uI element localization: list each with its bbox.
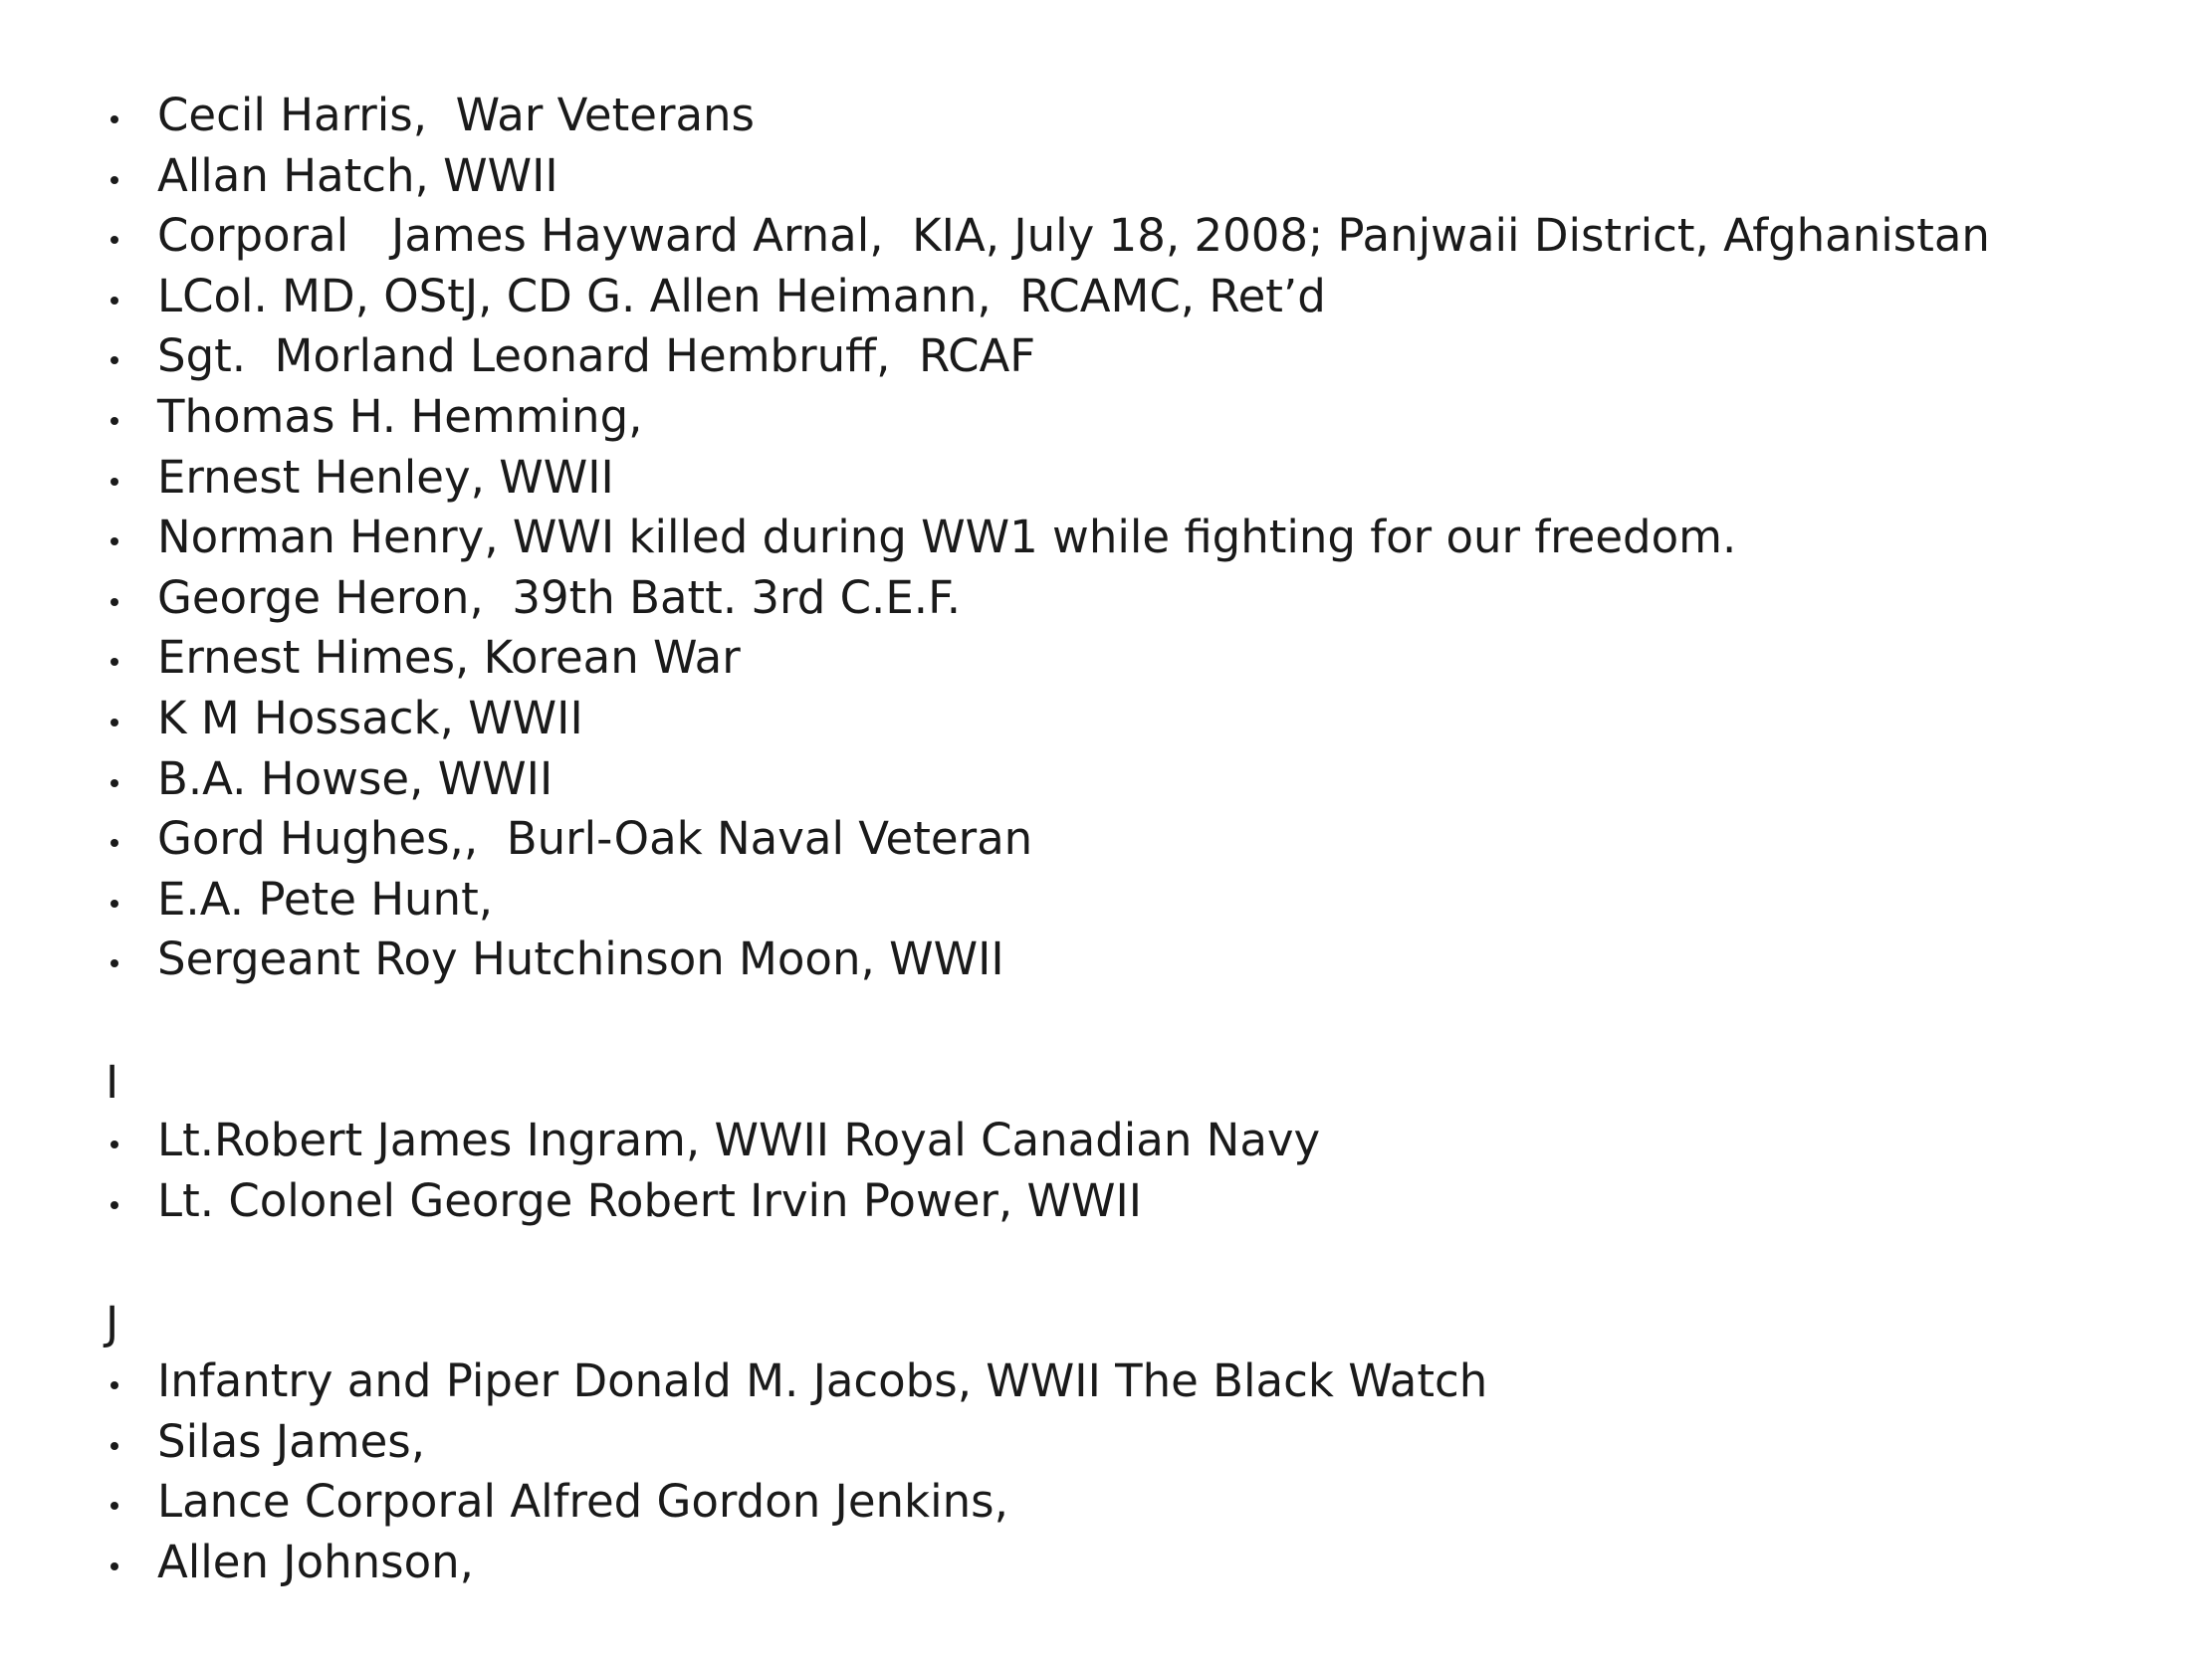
bullet-icon	[108, 1533, 127, 1593]
section-i	[108, 1111, 1320, 1231]
bullet-icon	[108, 1412, 127, 1473]
section-j	[108, 1351, 1487, 1592]
list-item	[108, 930, 1990, 990]
list-item	[108, 387, 1990, 448]
bullet-icon	[108, 206, 127, 267]
bullet-icon	[108, 689, 127, 749]
list-item	[108, 1533, 1487, 1593]
entry-text: Sergeant Roy Hutchinson Moon, WWII	[157, 933, 1004, 986]
bullet-icon	[108, 568, 127, 629]
list-item	[108, 508, 1990, 568]
list-item	[108, 1412, 1487, 1473]
list-item	[108, 1351, 1487, 1412]
entry-text: Sgt. Morland Leonard Hembruff, RCAF	[157, 329, 1036, 383]
bullet-icon	[108, 448, 127, 509]
bullet-icon	[108, 749, 127, 810]
list-item	[108, 809, 1990, 870]
list-item	[108, 628, 1990, 689]
entry-text: K M Hossack, WWII	[157, 691, 583, 744]
entry-text: Norman Henry, WWI killed during WW1 while fighting for our freedom.	[157, 511, 1737, 564]
entry-text: E.A. Pete Hunt,	[157, 872, 494, 926]
bullet-icon	[108, 1171, 127, 1232]
list-item	[108, 86, 1990, 146]
list-item	[108, 146, 1990, 207]
entry-text: Lt.Robert James Ingram, WWII Royal Canadian Navy	[157, 1114, 1321, 1166]
bullet-icon	[108, 387, 127, 448]
list-item	[108, 689, 1990, 749]
list-item	[108, 448, 1990, 509]
entry-text: Silas James,	[157, 1414, 426, 1468]
list-item	[108, 749, 1990, 810]
bullet-icon	[108, 628, 127, 689]
entry-text: Ernest Himes, Korean War	[157, 631, 741, 685]
entry-text: Lance Corporal Alfred Gordon Jenkins,	[157, 1475, 1008, 1529]
bullet-icon	[108, 326, 127, 387]
bullet-icon	[108, 146, 127, 207]
entry-text: LCol. MD, OStJ, CD G. Allen Heimann, RCAMC, Ret’d	[157, 269, 1326, 322]
bullet-icon	[108, 267, 127, 327]
entry-text: Ernest Henley, WWII	[157, 450, 614, 504]
section-heading-j: J	[106, 1297, 119, 1349]
list-item	[108, 1472, 1487, 1533]
entry-text: Infantry and Piper Donald M. Jacobs, WWII The Black Watch	[157, 1354, 1488, 1407]
bullet-icon	[108, 1351, 127, 1412]
entry-text: Cecil Harris, War Veterans	[157, 89, 755, 141]
entry-text: Corporal James Hayward Arnal, KIA, July 18, 2008; Panjwaii District, Afghanistan	[157, 209, 1990, 263]
entry-text: Allen Johnson,	[157, 1535, 474, 1588]
entry-text: Thomas H. Hemming,	[157, 389, 643, 443]
list-item	[108, 267, 1990, 327]
entry-text: George Heron, 39th Batt. 3rd C.E.F.	[157, 570, 962, 624]
veteran-list-h	[108, 86, 1990, 990]
list-item	[108, 206, 1990, 267]
bullet-icon	[108, 809, 127, 870]
entry-text: B.A. Howse, WWII	[157, 751, 553, 805]
list-item	[108, 568, 1990, 629]
bullet-icon	[108, 1111, 127, 1171]
entry-text: Gord Hughes,, Burl-Oak Naval Veteran	[157, 812, 1033, 866]
list-item	[108, 326, 1990, 387]
bullet-icon	[108, 870, 127, 931]
bullet-icon	[108, 508, 127, 568]
list-item	[108, 1111, 1320, 1171]
bullet-icon	[108, 1472, 127, 1533]
bullet-icon	[108, 930, 127, 990]
bullet-icon	[108, 86, 127, 146]
entry-text: Allan Hatch, WWII	[157, 148, 558, 202]
section-heading-i: I	[106, 1056, 119, 1109]
list-item	[108, 870, 1990, 931]
list-item	[108, 1171, 1320, 1232]
veteran-list-i	[108, 1111, 1320, 1231]
section-h	[108, 86, 1990, 990]
veteran-list-j	[108, 1351, 1487, 1592]
entry-text: Lt. Colonel George Robert Irvin Power, WWII	[157, 1173, 1143, 1227]
